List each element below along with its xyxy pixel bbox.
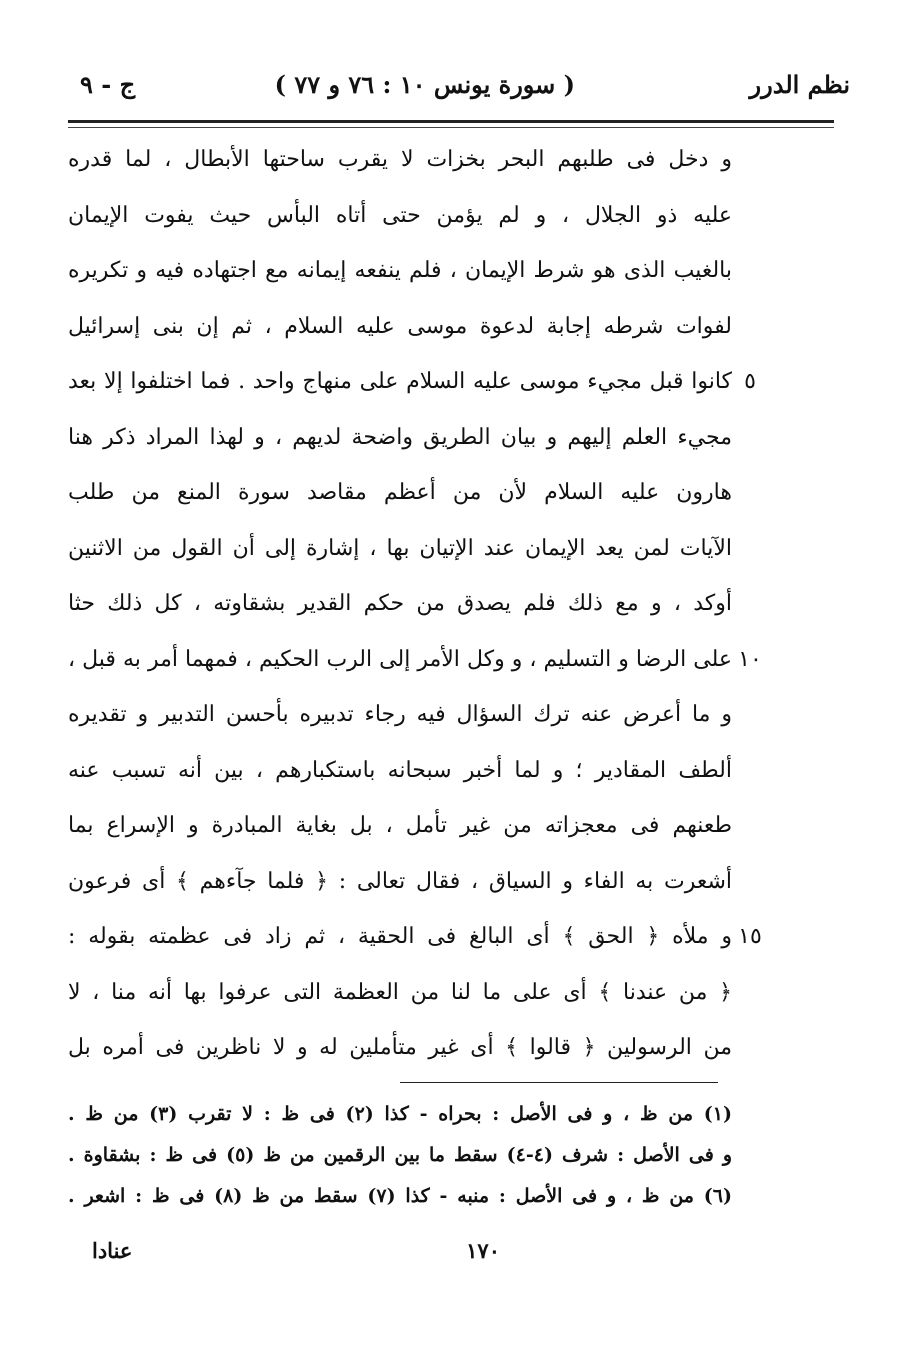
running-header [60, 70, 850, 110]
text-line: هارون عليه السلام لأن من أعظم مقاصد سورة المنع من طلب [68, 480, 732, 505]
text-line: الآيات لمن يعد الإيمان عند الإتيان بها ، إشارة إلى أن القول من الاثنين [68, 535, 732, 561]
text-line: من الرسولين ﴿ قالوا ﴾ أى غير متأملين له و لا ناظرين فى أمره بل [68, 1035, 732, 1060]
footnote-line: و فى الأصل : شرف (٤-٤) سقط ما بين الرقمين من ظ (٥) فى ظ : بشقاوة . [68, 1144, 732, 1166]
footnote-line: (٦) من ظ ، و فى الأصل : منبه - كذا (٧) سقط من ظ (٨) فى ظ : اشعر . [68, 1185, 732, 1207]
main-text [68, 132, 732, 1076]
text-line: و ملأه ﴿ الحق ﴾ أى البالغ فى الحقية ، ثم زاد فى عظمته بقوله : [68, 924, 732, 949]
text-line: و دخل فى طلبهم البحر بخزات لا يقرب ساحتها الأبطال ، لما قدره [68, 147, 732, 172]
surah-reference: ( سورة يونس ١٠ : ٧٦ و ٧٧ ) [274, 70, 575, 99]
text-line: أوكد ، و مع ذلك فلم يصدق من حكم القدير بشقاوته ، كل ذلك حثا [68, 591, 732, 616]
line-number-15: ١٥ [738, 924, 762, 949]
text-line: طعنهم فى معجزاته من غير تأمل ، بل بغاية المبادرة و الإسراع بما [68, 813, 732, 838]
text-line: مجيء العلم إليهم و بيان الطريق واضحة لديهم ، و لهذا المراد ذكر هنا [68, 424, 732, 450]
catchword: عنادا [92, 1238, 133, 1263]
header-rule-thin [68, 127, 834, 128]
book-title: نظم الدرر [749, 70, 850, 99]
footnote-line: (١) من ظ ، و فى الأصل : بحراه - كذا (٢) فى ظ : لا تقرب (٣) من ظ . [68, 1103, 732, 1125]
text-line: لفوات شرطه إجابة لدعوة موسى عليه السلام ، ثم إن بنى إسرائيل [68, 313, 732, 339]
line-number-10: ١٠ [738, 647, 762, 672]
text-line: ألطف المقادير ؛ و لما أخبر سبحانه باستكبارهم ، بين أنه تسبب عنه [68, 757, 732, 783]
text-line: و ما أعرض عنه ترك السؤال فيه رجاء تدبيره بأحسن التدبير و تقديره [68, 702, 732, 727]
text-line: ﴿ من عندنا ﴾ أى على ما لنا من العظمة التى عرفوا بها أنه منا ، لا [68, 979, 732, 1005]
header-rule [68, 120, 834, 123]
text-line: أشعرت به الفاء و السياق ، فقال تعالى : ﴿ فلما جآءهم ﴾ أى فرعون [68, 868, 732, 894]
text-line: على الرضا و التسليم ، و وكل الأمر إلى الرب الحكيم ، فمهما أمر به قبل ، [68, 646, 732, 672]
text-line: عليه ذو الجلال ، و لم يؤمن حتى أتاه البأس حيث يفوت الإيمان [68, 202, 732, 228]
text-line: بالغيب الذى هو شرط الإيمان ، فلم ينفعه إيمانه مع اجتهاده فيه و تكريره [68, 258, 732, 283]
footnote-rule [400, 1082, 718, 1083]
footnotes [68, 1094, 732, 1217]
volume-number: ج - ٩ [80, 70, 136, 99]
page-number: ١٧٠ [466, 1238, 500, 1263]
page-footer [60, 1238, 850, 1278]
text-line: كانوا قبل مجيء موسى عليه السلام على منهاج واحد . فما اختلفوا إلا بعد [68, 369, 732, 394]
line-number-5: ٥ [744, 369, 756, 394]
